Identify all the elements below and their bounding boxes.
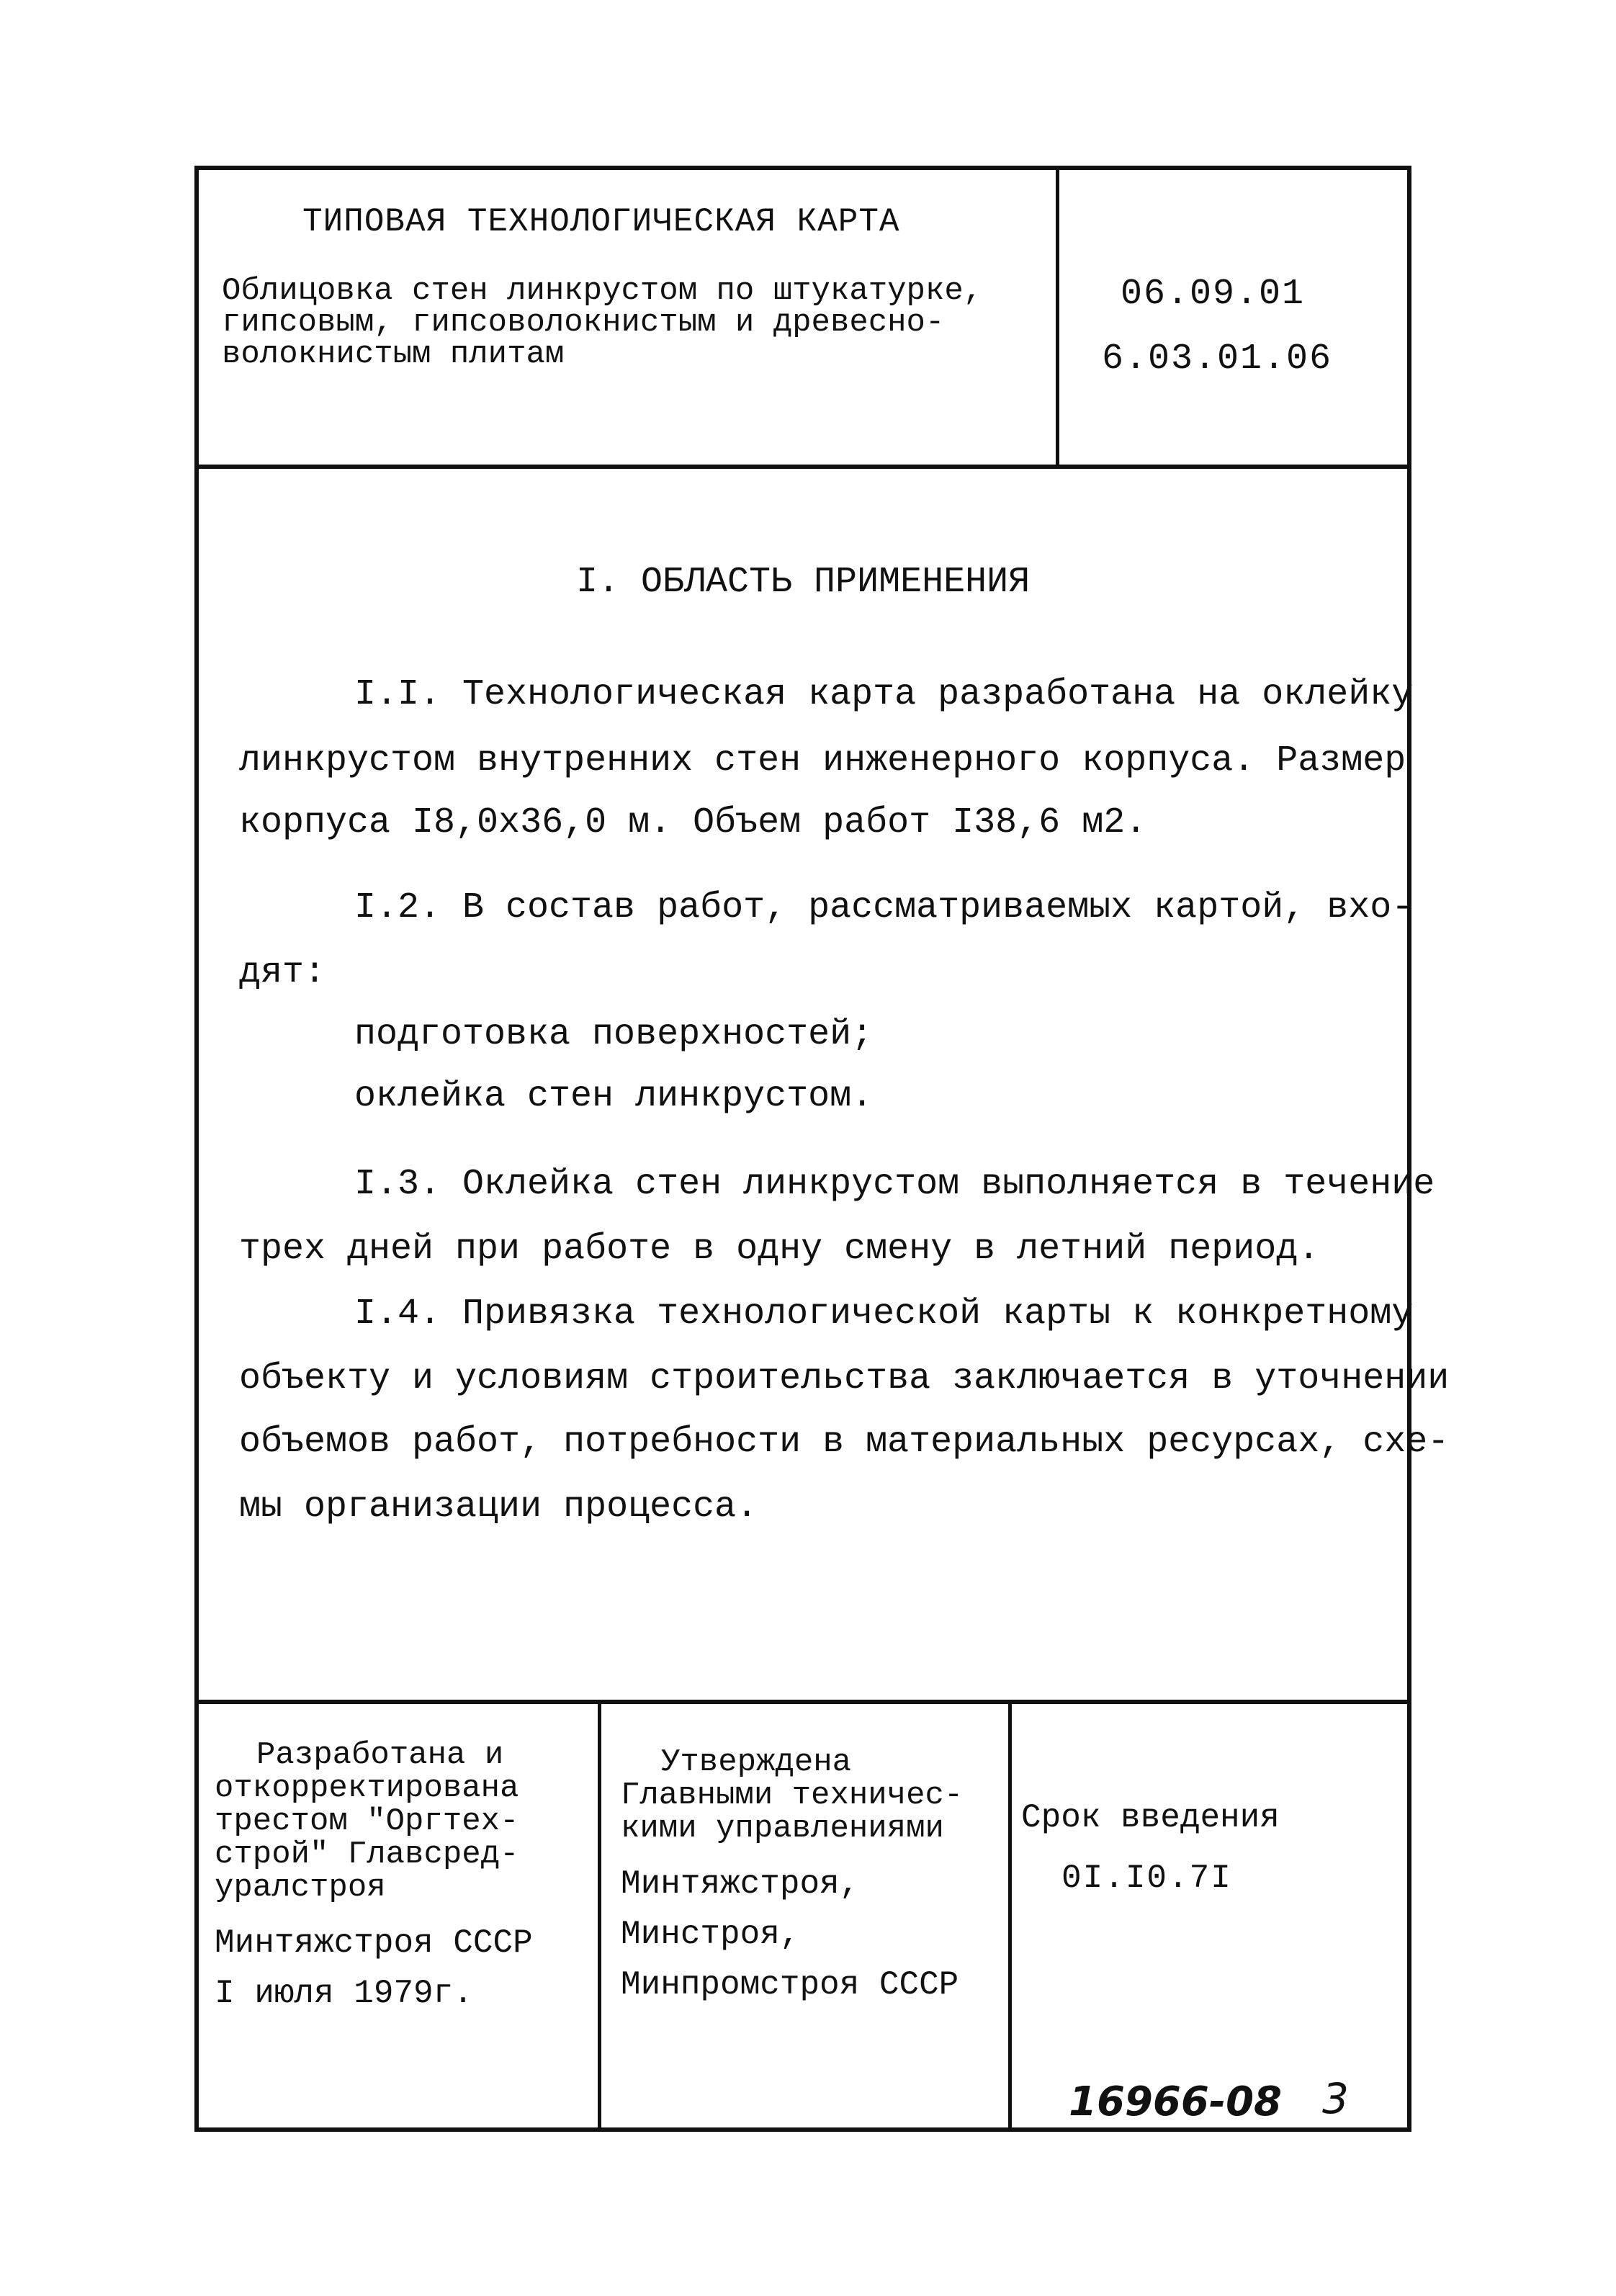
paragraph-line: мы организации процесса. xyxy=(239,1486,758,1528)
paragraph-line: I.4. Привязка технологической карты к конкретному xyxy=(354,1293,1414,1335)
paragraph-line: подготовка поверхностей; xyxy=(354,1014,874,1055)
document-description-line-3: волокнистым плитам xyxy=(222,336,565,372)
page-number: 3 xyxy=(1322,2074,1349,2123)
section-title: I. ОБЛАСТЬ ПРИМЕНЕНИЯ xyxy=(576,562,1031,603)
paragraph-line: объемов работ, потребности в материальных ресурсах, схе- xyxy=(239,1422,1450,1463)
developer-line-4: строй" Главсред- xyxy=(215,1837,519,1873)
footer-top-rule xyxy=(194,1700,1411,1704)
approving-ministry-3: Минпромстроя СССР xyxy=(621,1966,959,2004)
header-bottom-rule xyxy=(194,465,1411,469)
approval-line-3: кими управлениями xyxy=(621,1811,944,1847)
development-date: I июля 1979г. xyxy=(215,1975,473,2012)
paragraph-line: I.3. Оклейка стен линкрустом выполняется в течение xyxy=(354,1164,1435,1205)
developer-line-1: Разработана и xyxy=(256,1737,504,1773)
header-divider xyxy=(1056,166,1059,468)
paragraph-line: трех дней при работе в одну смену в летний период. xyxy=(239,1229,1320,1270)
paragraph-line: оклейка стен линкрустом. xyxy=(354,1076,874,1117)
introduction-label: Срок введения xyxy=(1021,1799,1280,1837)
approval-line-1: Утверждена xyxy=(661,1744,852,1780)
document-description-line-1: Облицовка стен линкрустом по штукатурке, xyxy=(222,273,983,309)
developer-line-3: трестом "Оргтех- xyxy=(215,1803,519,1839)
paragraph-line: объекту и условиям строительства заключается в уточнении xyxy=(239,1358,1450,1399)
footer-divider-1 xyxy=(598,1700,601,2132)
paragraph-line: I.I. Технологическая карта разработана на оклейку xyxy=(354,674,1414,715)
developer-ministry: Минтяжстроя СССР xyxy=(215,1924,533,1962)
paragraph-line: линкрустом внутренних стен инженерного корпуса. Размер xyxy=(239,740,1406,781)
paragraph-line: I.2. В состав работ, рассматриваемых картой, вхо- xyxy=(354,887,1414,928)
document-code-1: 06.09.01 xyxy=(1121,274,1306,315)
developer-line-2: откорректирована xyxy=(215,1770,519,1806)
footer-divider-2 xyxy=(1008,1700,1012,2132)
paragraph-line: дят: xyxy=(239,952,326,993)
introduction-date: 0I.I0.7I xyxy=(1061,1860,1232,1897)
document-code-2: 6.03.01.06 xyxy=(1102,338,1333,380)
paragraph-line: корпуса I8,0х36,0 м. Объем работ I38,6 м2. xyxy=(239,802,1147,843)
document-type-title: ТИПОВАЯ ТЕХНОЛОГИЧЕСКАЯ КАРТА xyxy=(302,203,900,241)
approval-line-2: Главными техничес- xyxy=(621,1777,964,1813)
document-number: 16966-08 xyxy=(1069,2078,1282,2125)
developer-line-5: уралстроя xyxy=(215,1870,386,1906)
approving-ministry-2: Минстроя, xyxy=(621,1916,800,1953)
document-description-line-2: гипсовым, гипсоволокнистым и древесно- xyxy=(222,305,945,341)
approving-ministry-1: Минтяжстроя, xyxy=(621,1865,860,1903)
